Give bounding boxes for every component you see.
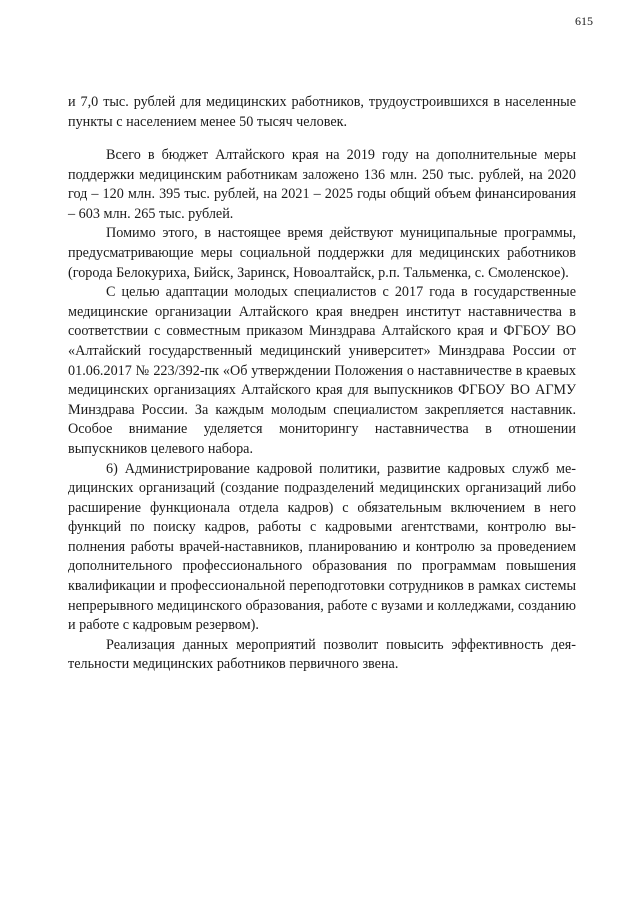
paragraph-budget: Всего в бюджет Алтайского края на 2019 году на дополнительные меры поддержки медицинским работникам заложено 136 млн. 250 тыс. рублей, на 2020 год – 120 млн. 395 тыс. рублей, на 2021 – 2025 годы общий объем финансирования – 603 млн. 265 тыс. рублей. (68, 147, 576, 222)
text-block-main (68, 146, 576, 675)
paragraph-hr-policy: 6) Администрирование кадровой политики, развитие кадровых служб медицинских организаций (создание подразделений медицинских организаций либо расширение функционала отдела кадров) с обязательным включением в него функций по поиску кадров, работы с кадровыми агентствами, контролю выполнения работы врачей-наставников, планированию и контролю за проведением дополнительного профессионального образования по программам повышения квалификации и профессиональной переподготовки сотрудников в рамках системы непрерывного медицинского образования, работе с вузами и колледжами, созданию и работе с кадровым резервом). (68, 460, 576, 634)
page-number: 615 (575, 14, 593, 28)
paragraph-salary-support: и 7,0 тыс. рублей для медицинских работников, трудоустроившихся в населенные пункты с населением менее 50 тысяч человек. (68, 94, 576, 130)
text-block-top (68, 93, 576, 132)
paragraph-conclusion: Реализация данных мероприятий позволит повысить эффективность деятельности медицинских работников первичного звена. (68, 636, 576, 673)
paragraph-mentorship: С целью адаптации молодых специалистов с 2017 года в государственные медицинские организации Алтайского края внедрен институт наставничества в соответствии с совместным приказом Минздрава Алтайского края и ФГБОУ ВО «Алтайский государственный медицинский университет» Минздрава России от 01.06.2017 № 223/392-пк «Об утверждении Положения о наставничестве в краевых медицинских организациях Алтайского края для выпускников ФГБОУ ВО АГМУ Минздрава России. За каждым молодым специалистом закрепляется наставник. Особое внимание уделяется мониторингу наставничества в отношении выпускников целевого набора. (68, 284, 576, 457)
paragraph-municipal-programs: Помимо этого, в настоящее время действуют муниципальные программы, предусматривающие меры социальной поддержки для медицинских работников (города Белокуриха, Бийск, Заринск, Новоалтайск, р.п. Тальменка, с. Смоленское). (68, 225, 576, 281)
